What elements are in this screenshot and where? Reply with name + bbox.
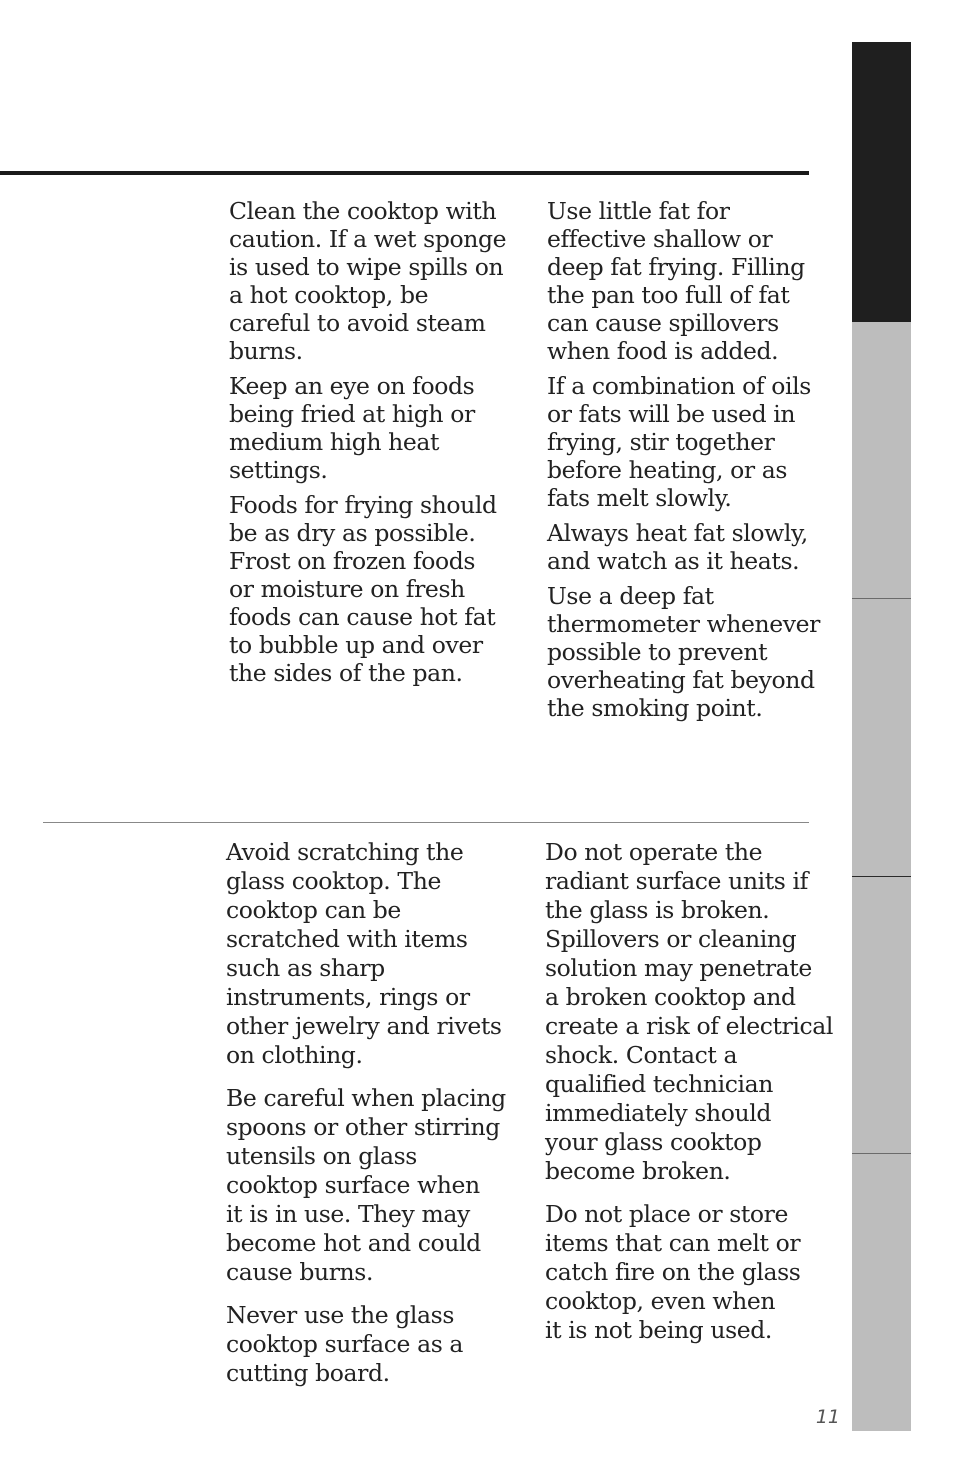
paragraph: Always heat fat slowly, and watch as it heats. [547, 519, 808, 575]
paragraph: Use little fat for effective shallow or deep fat frying. Filling the pan too full of fat can cause spillovers when food is added. [547, 197, 805, 365]
section-divider-middle [43, 822, 809, 823]
section-tab [852, 1153, 911, 1431]
page-number: 11 [815, 1406, 840, 1428]
paragraph: Be careful when placing spoons or other stirring utensils on glass cooktop surface when it is in use. They may become hot and could cause burns. [226, 1084, 506, 1286]
paragraph: Use a deep fat thermometer whenever possible to prevent overheating fat beyond the smoking point. [547, 582, 821, 722]
upper-right-column [547, 197, 837, 729]
lower-left-column [226, 838, 516, 1402]
paragraph: Never use the glass cooktop surface as a cutting board. [226, 1301, 464, 1387]
paragraph: Keep an eye on foods being fried at high or medium high heat settings. [229, 372, 475, 484]
section-tab [852, 322, 911, 598]
lower-right-column [545, 838, 835, 1359]
paragraph: Foods for frying should be as dry as possible. Frost on frozen foods or moisture on fresh foods can cause hot fat to bubble up and over the sides of the pan. [229, 491, 497, 687]
section-tab-active [852, 42, 911, 322]
paragraph: If a combination of oils or fats will be used in frying, stir together before heating, or as fats melt slowly. [547, 372, 811, 512]
upper-left-column [229, 197, 514, 694]
section-divider-top [0, 171, 809, 175]
section-tab [852, 598, 911, 877]
paragraph: Do not place or store items that can melt or catch fire on the glass cooktop, even when it is not being used. [545, 1200, 801, 1344]
paragraph: Avoid scratching the glass cooktop. The cooktop can be scratched with items such as sharp instruments, rings or other jewelry and rivets on clothing. [226, 838, 502, 1069]
paragraph: Do not operate the radiant surface units if the glass is broken. Spillovers or cleaning solution may penetrate a broken cooktop and create a risk of electrical shock. Contact a qualified technician immediately should your glass cooktop become broken. [545, 838, 834, 1185]
section-tab [852, 876, 911, 1154]
section-tabs [852, 42, 911, 1430]
paragraph: Clean the cooktop with caution. If a wet sponge is used to wipe spills on a hot cooktop, be careful to avoid steam burns. [229, 197, 507, 365]
